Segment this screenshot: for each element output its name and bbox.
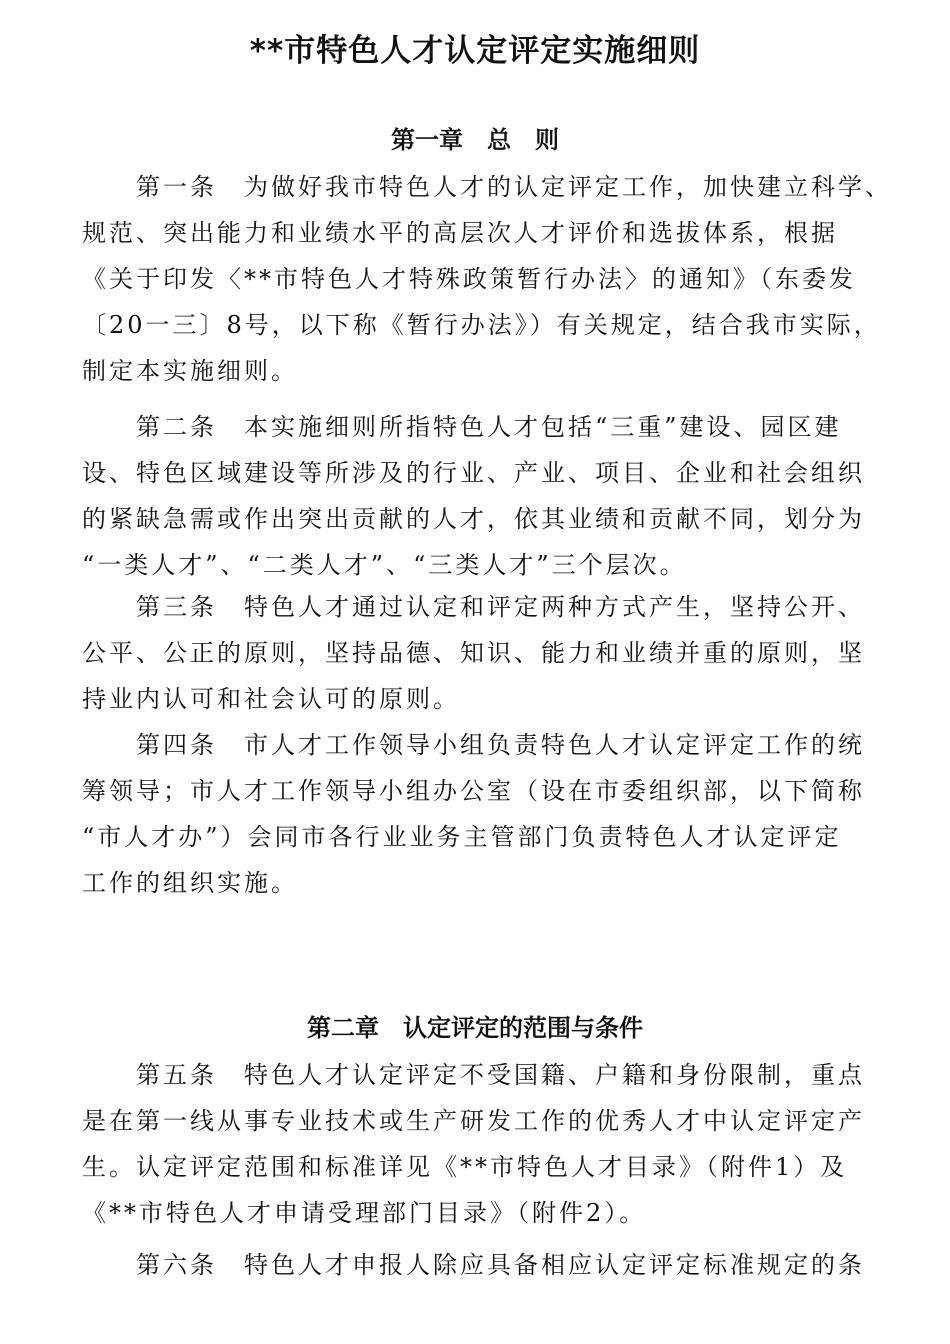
article-2-paragraph — [82, 404, 872, 588]
chapter-heading: 第二章 认定评定的范围与条件 — [307, 1014, 643, 1042]
article-5-paragraph — [82, 1052, 872, 1236]
paragraph-line: 规范、突出能力和业绩水平的高层次人才评价和选拔体系，根据 — [82, 219, 838, 247]
paragraph-line: 第六条 特色人才申报人除应具备相应认定评定标准规定的条 — [136, 1251, 865, 1279]
paragraph-line: 持业内认可和社会认可的原则。 — [82, 685, 460, 713]
paragraph-line: 〔20一三〕8号，以下称《暂行办法》）有关规定，结合我市实际， — [82, 311, 881, 339]
paragraph-line: 《**市特色人才申请受理部门目录》（附件2）。 — [82, 1199, 647, 1227]
paragraph-line: 是在第一线从事专业技术或生产研发工作的优秀人才中认定评定产 — [82, 1107, 865, 1135]
article-6-paragraph — [82, 1242, 872, 1288]
paragraph-line: 生。认定评定范围和标准详见《**市特色人才目录》（附件1）及 — [82, 1153, 848, 1181]
paragraph-line: “一类人才”、“二类人才”、“三类人才”三个层次。 — [82, 551, 687, 579]
article-4-paragraph — [82, 722, 872, 906]
chapter-heading: 第一章 总 则 — [391, 126, 559, 154]
paragraph-line: 第五条 特色人才认定评定不受国籍、户籍和身份限制，重点 — [136, 1061, 865, 1089]
paragraph-line: 筹领导；市人才工作领导小组办公室（设在市委组织部，以下简称 — [82, 777, 865, 805]
article-3-paragraph — [82, 584, 872, 722]
paragraph-line: 第三条 特色人才通过认定和评定两种方式产生，坚持公开、 — [136, 593, 865, 621]
paragraph-line: 制定本实施细则。 — [82, 357, 298, 385]
paragraph-line: 第一条 为做好我市特色人才的认定评定工作，加快建立科学、 — [136, 173, 892, 201]
paragraph-line: 公平、公正的原则，坚持品德、知识、能力和业绩并重的原则，坚 — [82, 639, 865, 667]
paragraph-line: 第二条 本实施细则所指特色人才包括“三重”建设、园区建 — [136, 413, 842, 441]
paragraph-line: “市人才办”）会同市各行业业务主管部门负责特色人才认定评定 — [82, 823, 842, 851]
paragraph-line: 的紧缺急需或作出突出贡献的人才，依其业绩和贡献不同，划分为 — [82, 505, 865, 533]
paragraph-line: 工作的组织实施。 — [82, 869, 298, 897]
document-title: **市特色人才认定评定实施细则 — [249, 33, 701, 69]
paragraph-line: 《关于印发〈**市特色人才特殊政策暂行办法〉的通知》（东委发 — [82, 265, 856, 293]
paragraph-line: 第四条 市人才工作领导小组负责特色人才认定评定工作的统 — [136, 731, 865, 759]
article-1-paragraph — [82, 164, 892, 394]
paragraph-line: 设、特色区域建设等所涉及的行业、产业、项目、企业和社会组织 — [82, 459, 865, 487]
